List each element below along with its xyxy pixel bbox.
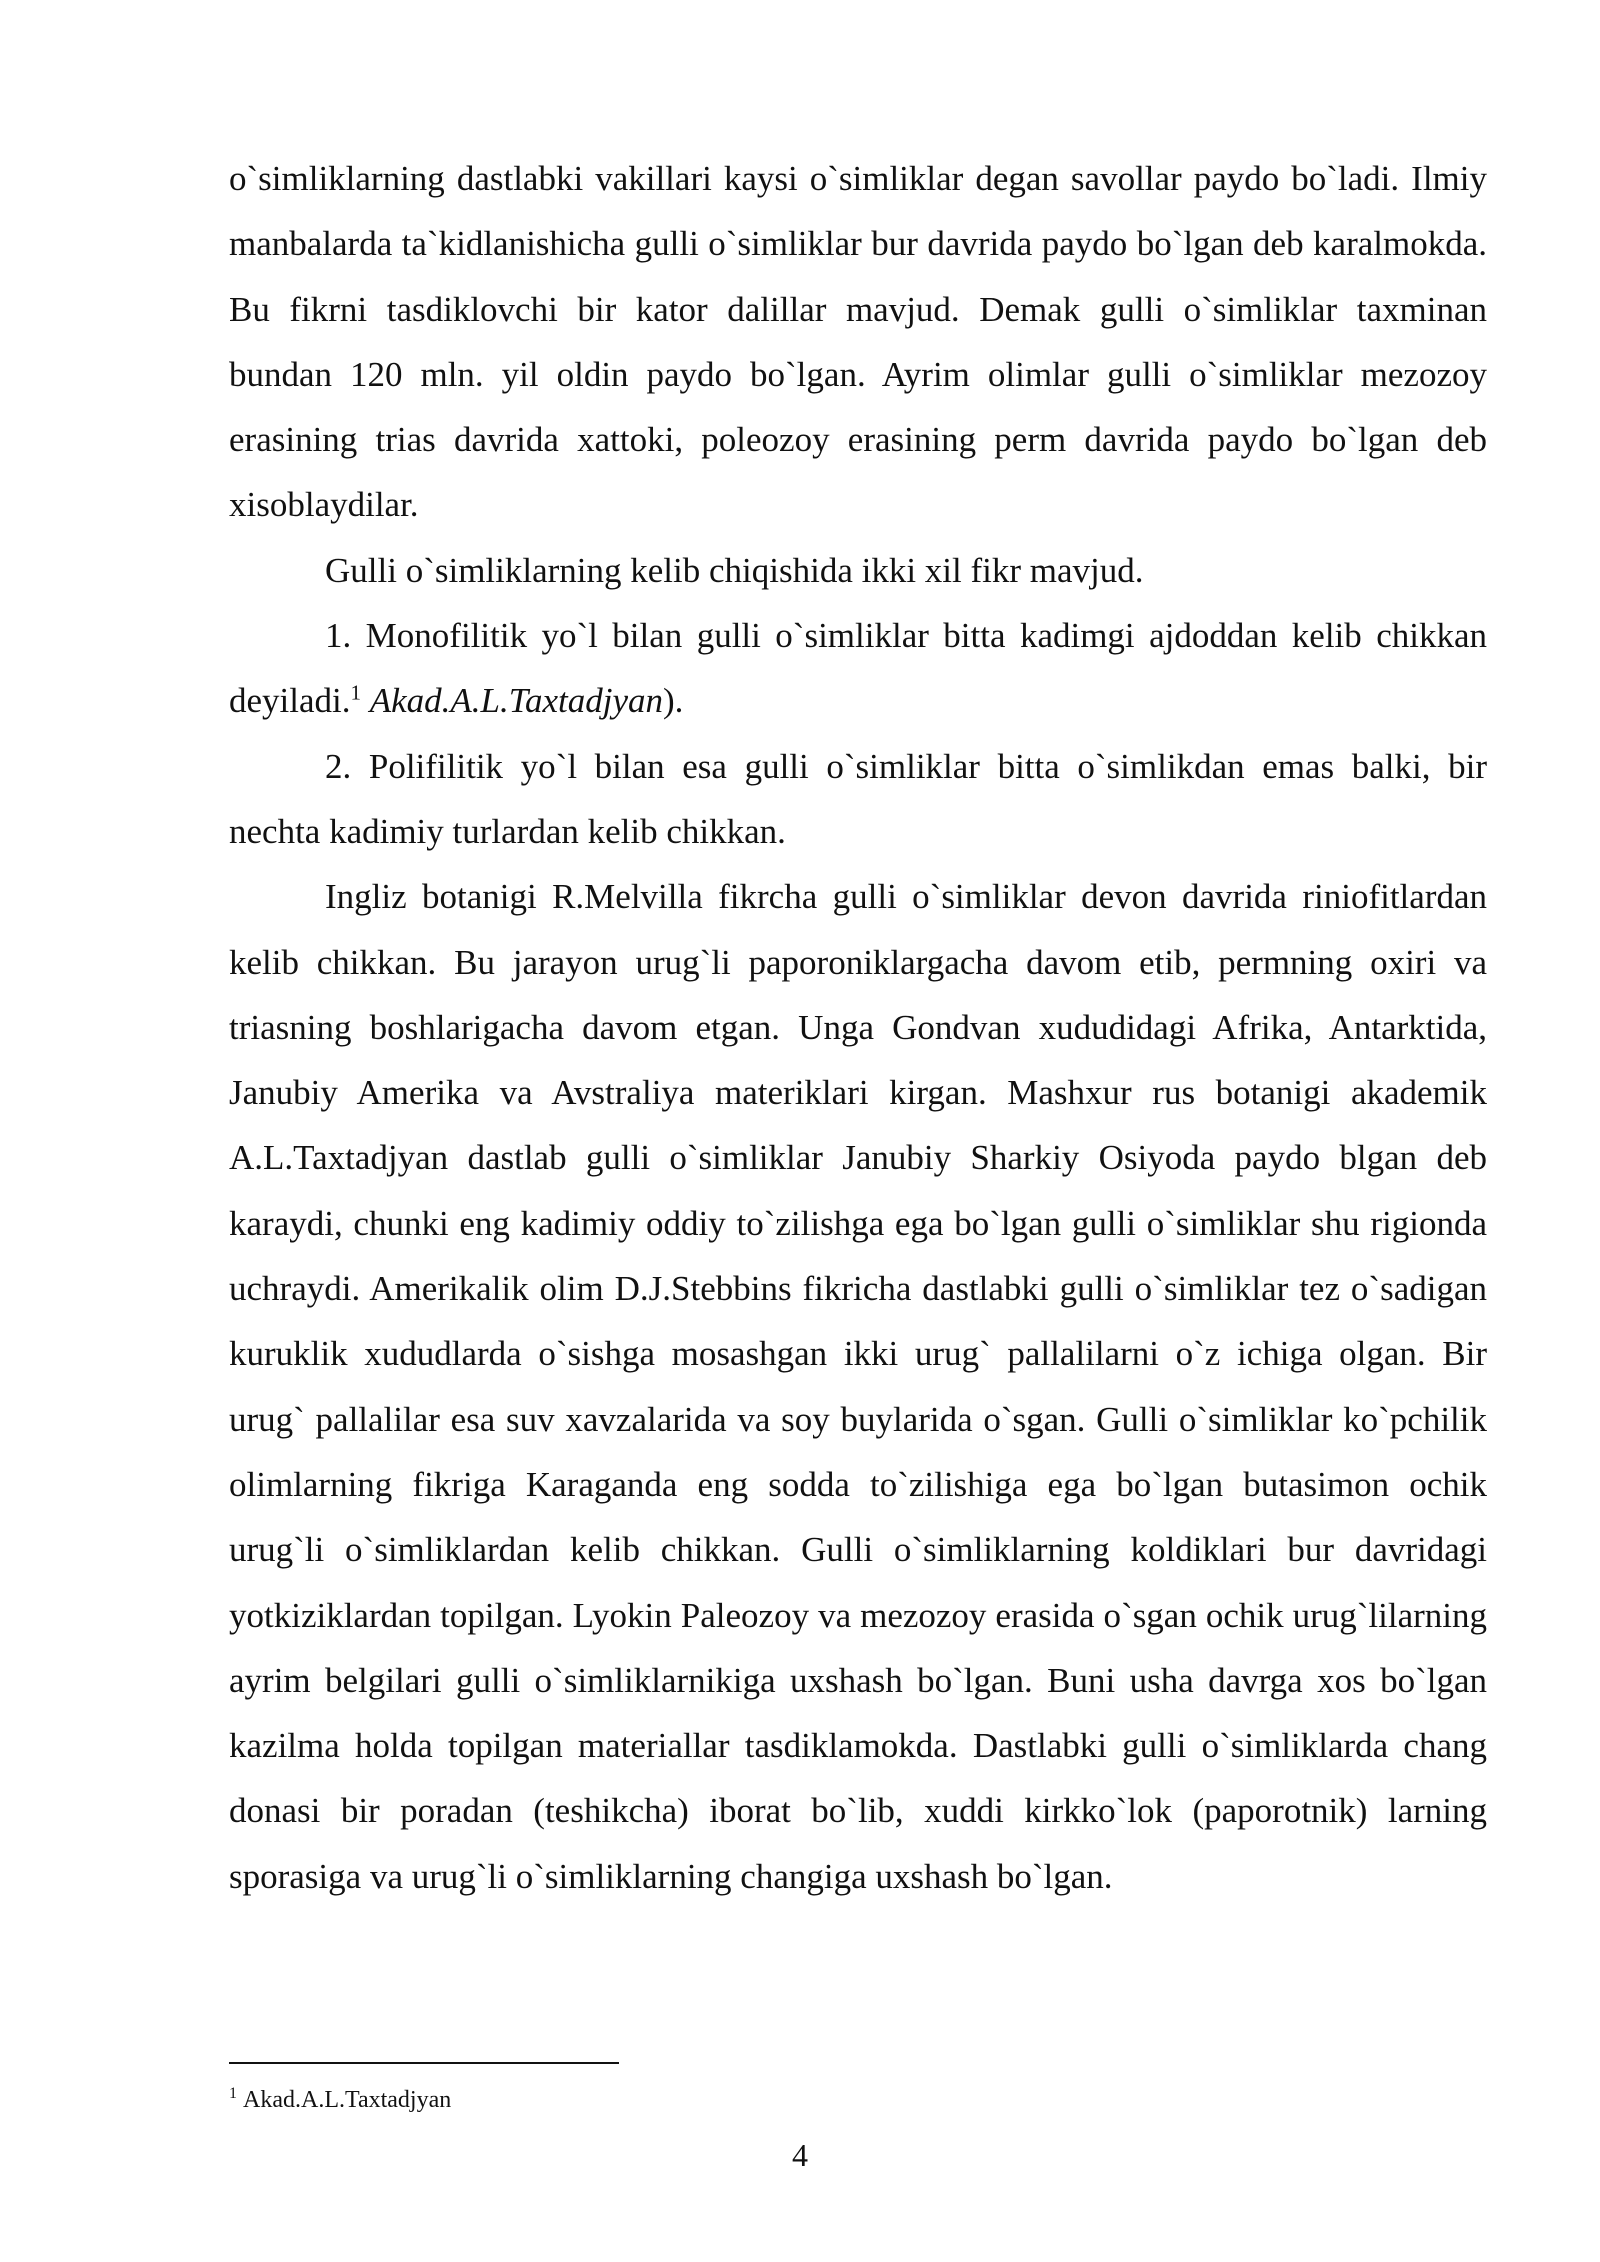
body-text xyxy=(229,146,1487,1909)
paragraph-3-author: Akad.A.L.Taxtadjyan xyxy=(369,681,664,721)
paragraph-3 xyxy=(229,603,1487,734)
footnote-mark: 1 xyxy=(229,2085,237,2102)
paragraph-5: Ingliz botanigi R.Melvilla fikrcha gulli o`simliklar devon davrida riniofitlardan kelib chikkan. Bu jarayon urug`li paporoniklargacha davom etib, permning oxiri va triasning boshlarigacha davom etgan. Unga Gondvan xududidagi Afrika, Antarktida, Janubiy Amerika va Avstraliya materiklari kirgan. Mashxur rus botanigi akademik A.L.Taxtadjyan dastlab gulli o`simliklar Janubiy Sharkiy Osiyoda paydo blgan deb karaydi, chunki eng kadimiy oddiy to`zilishga ega bo`lgan gulli o`simliklar shu rigionda uchraydi. Amerikalik olim D.J.Stebbins fikricha dastlabki gulli o`simliklar tez o`sadigan kuruklik xududlarda o`sishga mosashgan ikki urug` pallalilarni o`z ichiga olgan. Bir urug` pallalilar esa suv xavzalarida va soy buylarida o`sgan. Gulli o`simliklar ko`pchilik olimlarning fikriga Karaganda eng sodda to`zilishiga ega bo`lgan butasimon ochik urug`li o`simliklardan kelib chikkan. Gulli o`simliklarning koldiklari bur davridagi yotkiziklardan topilgan. Lyokin Paleozoy va mezozoy erasida o`sgan ochik urug`lilarning ayrim belgilari gulli o`simliklarnikiga uxshash bo`lgan. Buni usha davrga xos bo`lgan kazilma holda topilgan materiallar tasdiklamokda. Dastlabki gulli o`simliklarda chang donasi bir poradan (teshikcha) iborat bo`lib, xuddi kirkko`lok (paporotnik) larning sporasiga va urug`li o`simliklarning changiga uxshash bo`lgan. xyxy=(229,877,1487,1896)
paragraph-4: 2. Polifilitik yo`l bilan esa gulli o`simliklar bitta o`simlikdan emas balki, bir nechta kadimiy turlardan kelib chikkan. xyxy=(229,746,1487,851)
paragraph-3-close: ). xyxy=(663,681,684,721)
page-number: 4 xyxy=(792,2137,808,2173)
footnote-text: Akad.A.L.Taxtadjyan xyxy=(243,2087,452,2113)
footnote-reference[interactable]: 1 xyxy=(350,680,361,705)
footnote-separator xyxy=(229,2062,619,2064)
paragraph-2: Gulli o`simliklarning kelib chiqishida ikki xil fikr mavjud. xyxy=(325,550,1144,590)
paragraph-1: o`simliklarning dastlabki vakillari kaysi o`simliklar degan savollar paydo bo`ladi. Ilmiy manbalarda ta`kidlanishicha gulli o`simliklar bur davrida paydo bo`lgan deb karalmokda. Bu fikrni tasdiklovchi bir kator dalillar mavjud. Demak gulli o`simliklar taxminan bundan 120 mln. yil oldin paydo bo`lgan. Ayrim olimlar gulli o`simliklar mezozoy erasining trias davrida xattoki, poleozoy erasining perm davrida paydo bo`lgan deb xisoblaydilar. xyxy=(229,159,1487,525)
paragraph-3-text: 1. Monofilitik yo`l bilan gulli o`simliklar bitta kadimgi ajdoddan kelib chikkan deyiladi. xyxy=(229,616,1487,721)
footnote xyxy=(229,2080,451,2120)
